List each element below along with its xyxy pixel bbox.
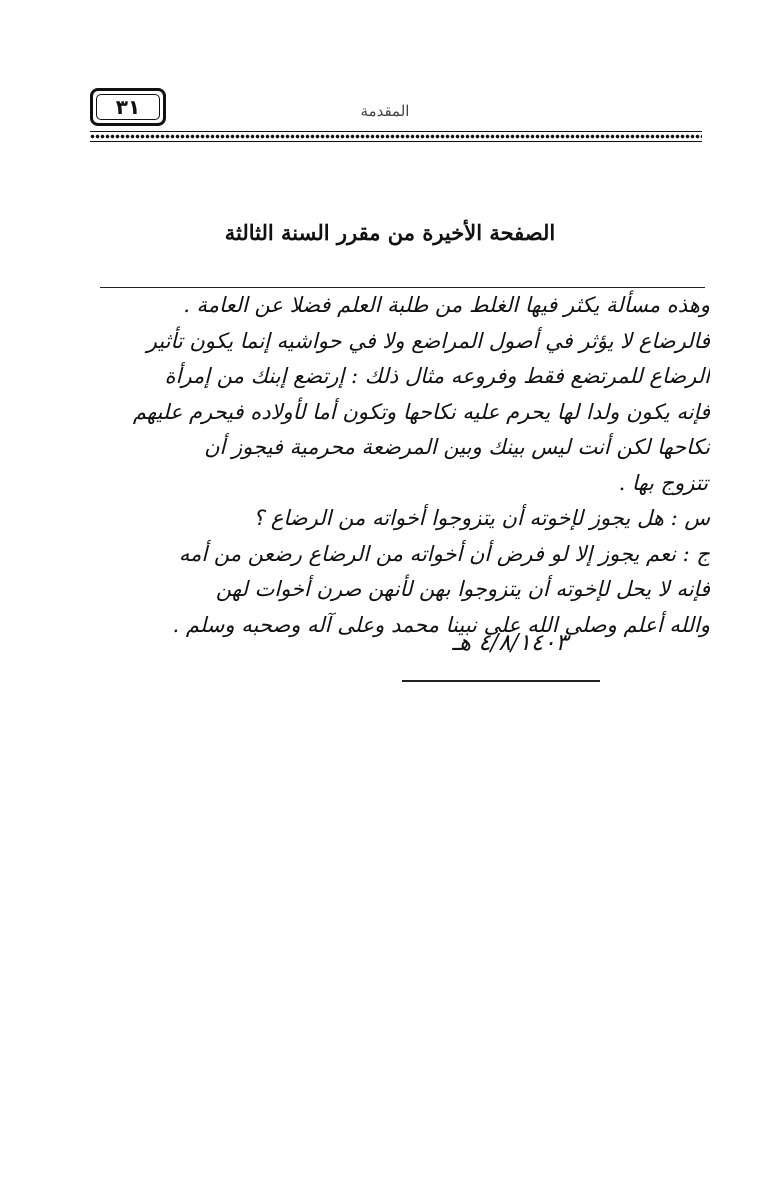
text-line: تتزوج بها . [618, 470, 708, 495]
section-heading: الصفحة الأخيرة من مقرر السنة الثالثة [224, 220, 556, 245]
page-number-frame [90, 88, 166, 126]
header-ornament-border [90, 131, 702, 142]
closing-line: والله أعلم وصلى الله على نبينا محمد وعلى آله وصحبه وسلم . [172, 612, 710, 637]
text-line: فإنه يكون ولدا لها يحرم عليه نكاحها وتكون أما لأولاده فيحرم عليهم [132, 399, 710, 424]
text-line: فإنه لا يحل لإخوته أن يتزوجوا بهن لأنهن صرن أخوات لهن [215, 577, 710, 601]
answer-line: ج : نعم يجوز إلا لو فرض أن أخواته من الرضاع رضعن من أمه [178, 541, 710, 566]
question-line: س : هل يجوز لإخوته أن يتزوجوا أخواته من الرضاع ؟ [253, 506, 710, 530]
text-line: وهذه مسألة يكثر فيها الغلط من طلبة العلم فضلا عن العامة . [183, 293, 710, 317]
text-line: نكاحها لكن أنت ليس بينك وبين المرضعة محرمية فيجوز أن [204, 435, 710, 459]
date: ٤/٨/١٤٠٣ هـ [452, 630, 568, 656]
bottom-rule [402, 680, 600, 682]
text-line: الرضاع للمرتضع فقط وفروعه مثال ذلك : إرتضع إبنك من إمرأة [164, 364, 710, 388]
handwritten-text-block [98, 288, 710, 643]
running-title: المقدمة [360, 102, 410, 120]
text-line: فالرضاع لا يؤثر في أصول المراضع ولا في حواشيه إنما يكون تأثير [146, 328, 710, 353]
page-number: ٣١ [115, 95, 141, 119]
